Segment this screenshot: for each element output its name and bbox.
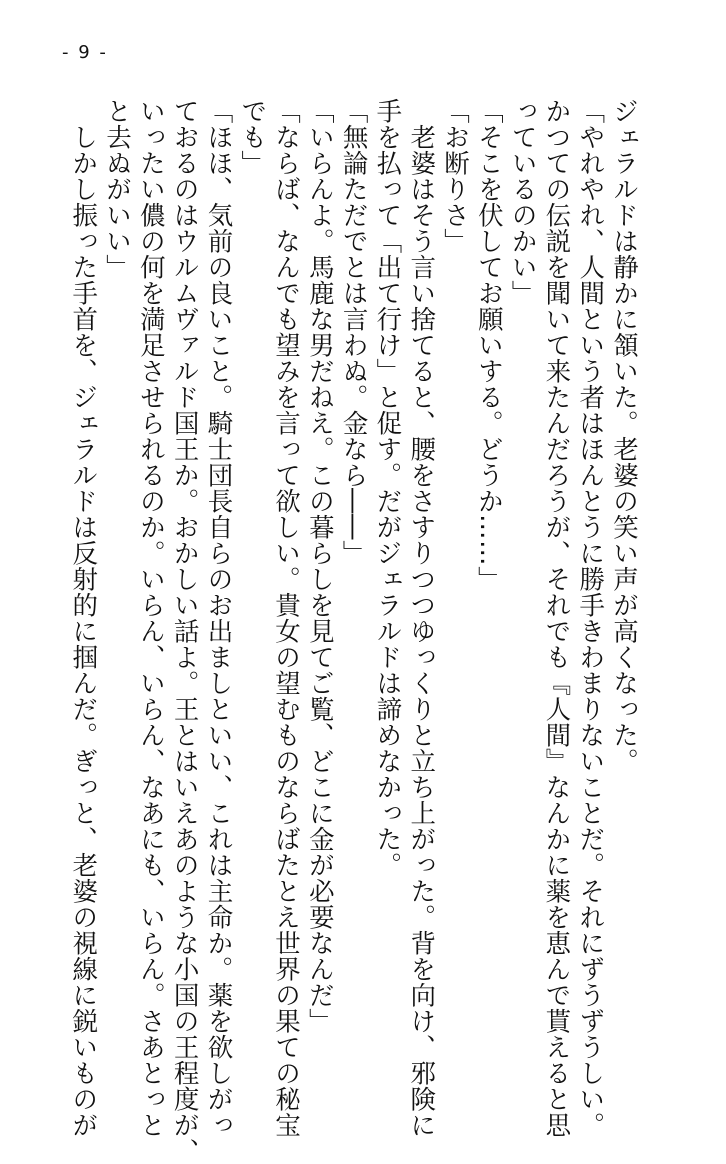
text-line: いったい儂の何を満足させられるのか。いらん、いらん、なあにも、いらん。さあとっと [135,98,166,1138]
text-line: 「いらんよ。馬鹿な男だねえ。この暮らしを見てご覧、どこに金が必要なんだ」 [304,98,335,1034]
text-line: かつての伝説を聞いて来たんだろうが、それでも『人間』なんかに薬を恵んで貰えると思 [541,98,572,1138]
text-line: ておるのはウルムヴァルド国王か。おかしい話よ。王とはいえあのような小国の王程度が、 [169,98,200,1164]
text-line: 「お断りさ」 [440,98,471,254]
text-line: 「無論ただでとは言わぬ。金なら――」 [338,98,369,566]
text-line: 手を払って「出て行け」と促す。だがジェラルドは諦めなかった。 [372,98,403,878]
text-line: でも」 [237,98,268,176]
text-line: 「ならば、なんでも望みを言って欲しい。貴女の望むものならばたとえ世界の果ての秘宝 [271,98,302,1138]
text-line: と去ぬがいい」 [102,98,133,280]
text-line: 「やれやれ、人間という者はほんとうに勝手きわまりないことだ。それにずうずうしい。 [575,98,606,1138]
text-line: 「ほほ、気前の良いこと。騎士団長自らのお出ましといい、これは主命か。薬を欲しがっ [203,98,234,1138]
text-line: っているのかい」 [507,98,538,306]
text-line: 老婆はそう言い捨てると、腰をさすりつつゆっくりと立ち上がった。背を向け、邪険に [406,98,437,1138]
vertical-body-text [65,98,640,1164]
text-line: しかし振った手首を、ジェラルドは反射的に掴んだ。ぎっと、老婆の視線に鋭いものが [68,98,99,1138]
page-number: - 9 - [62,42,108,63]
text-line: ジェラルドは静かに頷いた。老婆の笑い声が高くなった。 [609,98,639,774]
text-line: 「そこを伏してお願いする。どうか……」 [473,98,504,592]
